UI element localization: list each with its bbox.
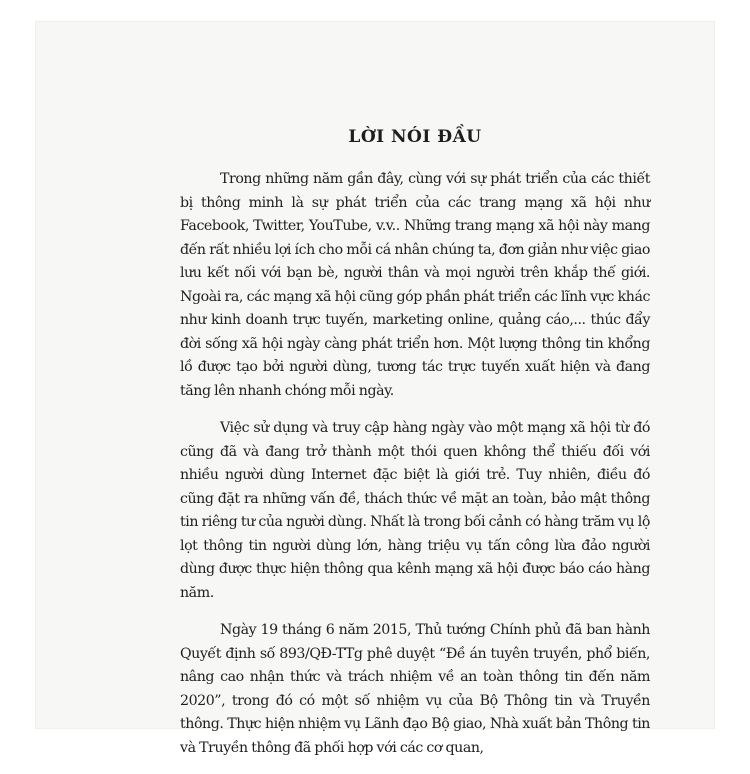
page-heading: LỜI NÓI ĐẦU bbox=[348, 127, 482, 147]
paragraph-3: Ngày 19 tháng 6 năm 2015, Thủ tướng Chính phủ đã ban hành Quyết định số 893/QĐ-TTg phê duyệt “Đề án tuyên truyền, phổ biến, nâng cao nhận thức và trách nhiệm về an toàn thông tin đến năm 2020”, trong đó có một số nhiệm vụ của Bộ Thông tin và Truyền thông. Thực hiện nhiệm vụ Lãnh đạo Bộ giao, Nhà xuất bản Thông tin và Truyền thông đã phối hợp với các cơ quan, bbox=[180, 622, 650, 756]
paragraph-1: Trong những năm gần đây, cùng với sự phát triển của các thiết bị thông minh là sự phát triển của các trang mạng xã hội như Facebook, Twitter, YouTube, v.v.. Những trang mạng xã hội này mang đến rất nhiều lợi ích cho mỗi cá nhân chúng ta, đơn giản như việc giao lưu kết nối với bạn bè, người thân và mọi người trên khắp thế giới. Ngoài ra, các mạng xã hội cũng góp phần phát triển các lĩnh vực khác như kinh doanh trực tuyến, marketing online, quảng cáo,... thúc đẩy đời sống xã hội ngày càng phát triển hơn. Một lượng thông tin khổng lồ được tạo bởi người dùng, tương tác trực tuyến xuất hiện và đang tăng lên nhanh chóng mỗi ngày. bbox=[180, 171, 650, 399]
paragraph-2: Việc sử dụng và truy cập hàng ngày vào một mạng xã hội từ đó cũng đã và đang trở thành một thói quen không thể thiếu đối với nhiều người dùng Internet đặc biệt là giới trẻ. Tuy nhiên, điều đó cũng đặt ra những vấn đề, thách thức về mặt an toàn, bảo mật thông tin riêng tư của người dùng. Nhất là trong bối cảnh có hàng trăm vụ lộ lọt thông tin người dùng lớn, hàng triệu vụ tấn công lừa đảo người dùng được thực hiện thông qua kênh mạng xã hội được báo cáo hàng năm. bbox=[180, 420, 650, 601]
page-content bbox=[180, 125, 650, 774]
book-page bbox=[36, 22, 714, 756]
